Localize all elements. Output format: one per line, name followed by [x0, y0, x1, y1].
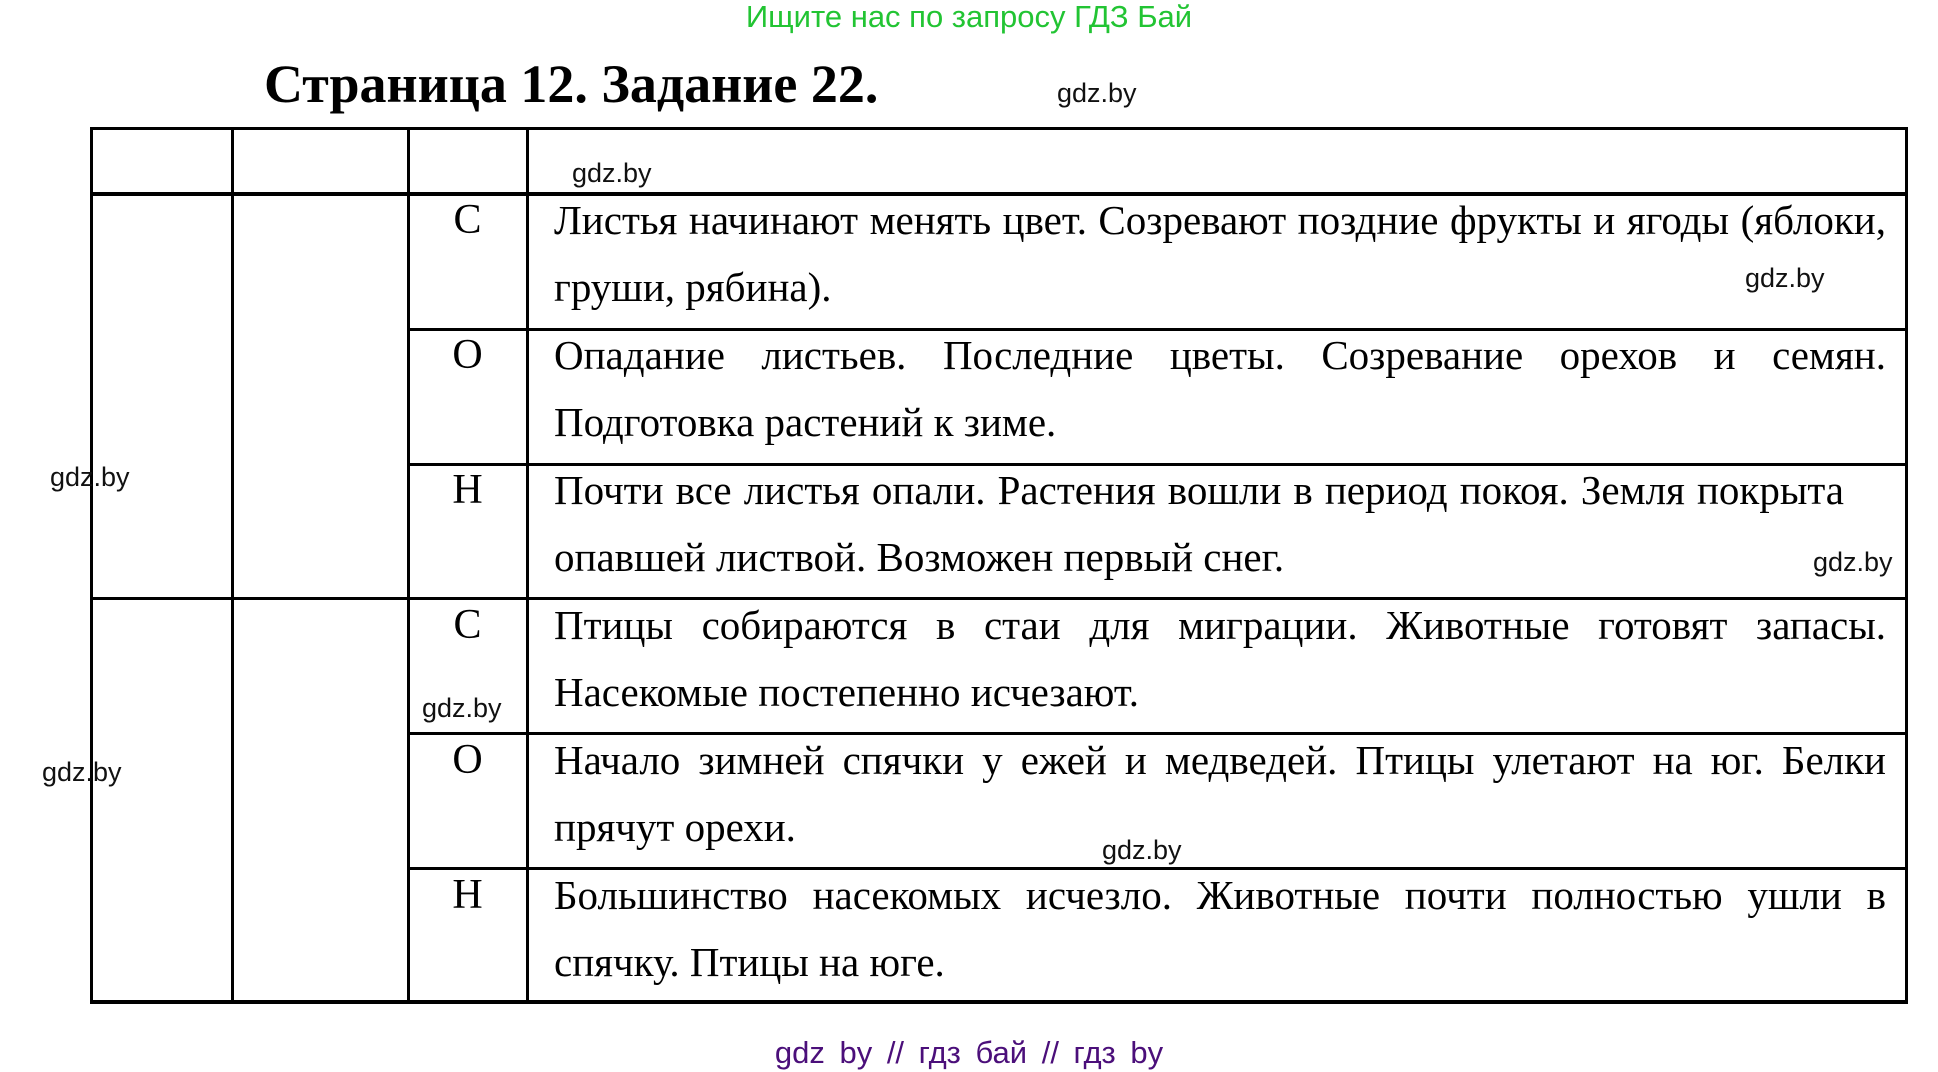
- row-text: Листья начинают менять цвет. Созревают поздние фрукты и ягоды (яблоки, груши, рябина).: [554, 197, 1886, 310]
- row-letter: Н: [452, 467, 483, 513]
- watermark: gdz.by: [50, 462, 130, 492]
- watermark: gdz.by: [1102, 835, 1182, 865]
- page-title: Страница 12. Задание 22.: [264, 54, 879, 114]
- section-2-col2: [234, 600, 407, 1000]
- promo-banner: Ищите нас по запросу ГДЗ Бай: [745, 0, 1193, 34]
- table-border-right: [1905, 127, 1908, 1004]
- watermark: gdz.by: [42, 757, 122, 787]
- header-cell: [410, 130, 526, 192]
- watermark: gdz.by: [422, 693, 502, 723]
- row-text: Почти все листья опали. Растения вошли в период покоя. Земля покрыта опавшей листвой. Возможен первый снег.: [554, 467, 1844, 580]
- row-letter: О: [452, 737, 483, 783]
- watermark: gdz.by: [1745, 263, 1825, 293]
- row-letter: Н: [452, 872, 483, 918]
- header-cell: [234, 130, 407, 192]
- footer-watermark: gdz by // гдз бай // гдз by: [774, 1035, 1164, 1070]
- row-letter: С: [453, 197, 482, 243]
- section-1-col1: [93, 196, 231, 597]
- section-2-col1: [93, 600, 231, 1000]
- row-letter: С: [453, 602, 482, 648]
- row-text: Птицы собираются в стаи для миграции. Животные готовят запасы. Насекомые постепенно исчезают.: [554, 602, 1886, 715]
- answer-table: [90, 127, 1908, 1003]
- row-text: Большинство насекомых исчезло. Животные почти полностью ушли в спячку. Птицы на юге.: [554, 872, 1886, 985]
- header-cell: [93, 130, 231, 192]
- header-cell: [529, 130, 1905, 192]
- row-letter: О: [452, 332, 483, 378]
- table-border-bottom: [90, 1000, 1908, 1004]
- row-text: Начало зимней спячки у ежей и медведей. Птицы улетают на юг. Белки прячут орехи.: [554, 737, 1886, 850]
- watermark: gdz.by: [572, 158, 652, 188]
- section-1-col2: [234, 196, 407, 597]
- watermark: gdz.by: [1813, 547, 1893, 577]
- row-text: Опадание листьев. Последние цветы. Созревание орехов и семян. Подготовка растений к зиме.: [554, 332, 1886, 445]
- watermark: gdz.by: [1057, 78, 1137, 108]
